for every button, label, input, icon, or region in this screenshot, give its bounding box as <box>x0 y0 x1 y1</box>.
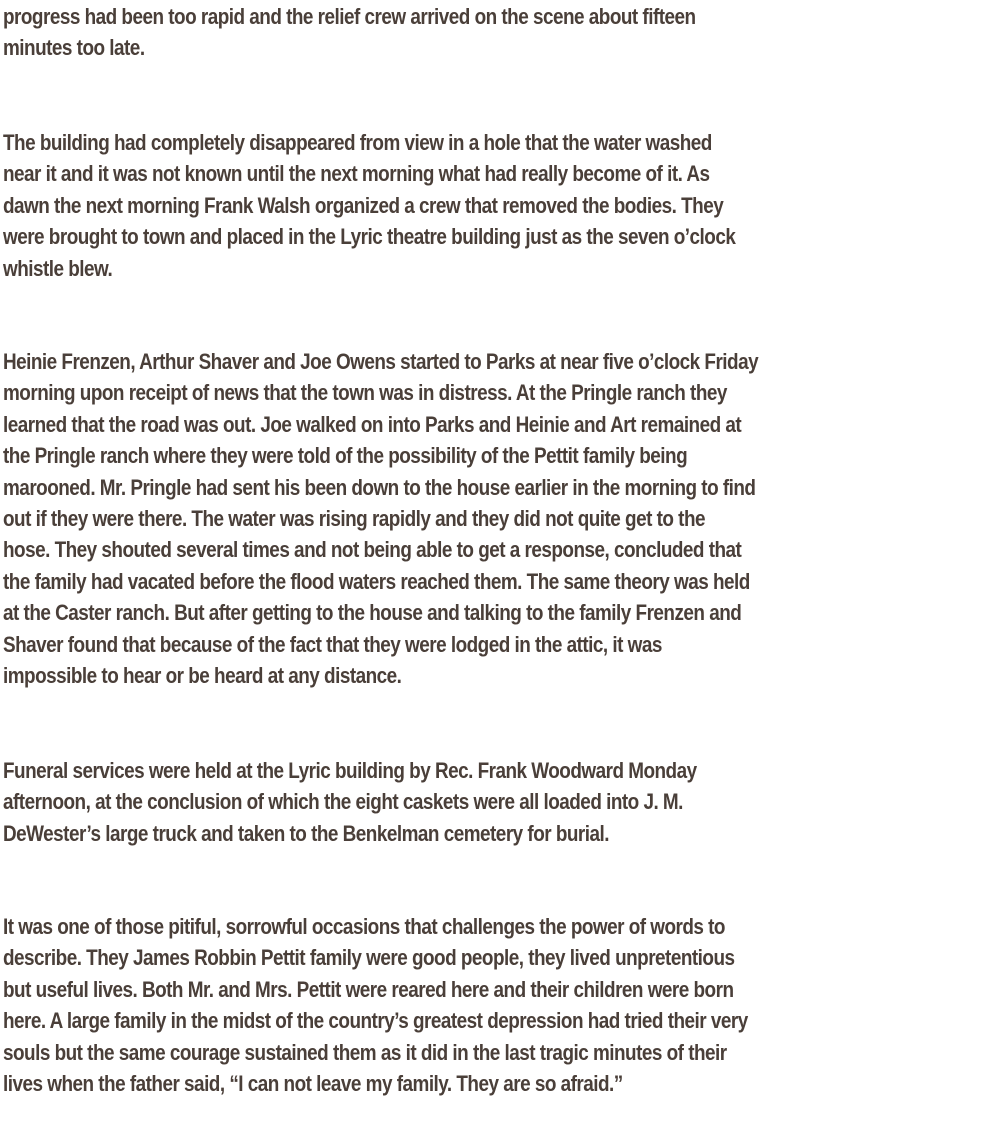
text-line: at the Caster ranch. But after getting to the house and talking to the family Frenzen and <box>3 600 742 626</box>
text-line: The building had completely disappeared from view in a hole that the water washed <box>3 130 712 155</box>
text-line: minutes too late. <box>3 35 145 61</box>
text-line: describe. They James Robbin Pettit family were good people, they lived unpretentious <box>3 945 735 971</box>
text-line: near it and it was not known until the next morning what had really become of it. As <box>3 161 710 187</box>
paragraph-rescue-late <box>3 1 981 64</box>
text-line: Heinie Frenzen, Arthur Shaver and Joe Owens started to Parks at near five o’clock Friday <box>3 349 759 374</box>
text-line: out if they were there. The water was rising rapidly and they did not quite get to the <box>3 505 706 531</box>
text-line: marooned. Mr. Pringle had sent his been down to the house earlier in the morning to find <box>3 474 756 500</box>
text-line: Funeral services were held at the Lyric building by Rec. Frank Woodward Monday <box>3 758 697 783</box>
text-line: lives when the father said, “I can not leave my family. They are so afraid.” <box>3 1070 623 1096</box>
paragraph-building-disappeared <box>3 127 981 284</box>
text-line: here. A large family in the midst of the country’s greatest depression had tried their very <box>3 1008 748 1034</box>
text-line: morning upon receipt of news that the town was in distress. At the Pringle ranch they <box>3 380 727 406</box>
paragraph-frenzen-shaver-owens <box>3 346 981 691</box>
text-line: the family had vacated before the flood waters reached them. The same theory was held <box>3 568 750 594</box>
text-line: were brought to town and placed in the Lyric theatre building just as the seven o’clock <box>3 224 736 250</box>
text-line: dawn the next morning Frank Walsh organized a crew that removed the bodies. They <box>3 192 724 218</box>
text-line: Shaver found that because of the fact that they were lodged in the attic, it was <box>3 631 662 657</box>
text-line: souls but the same courage sustained them as it did in the last tragic minutes of their <box>3 1039 727 1065</box>
paragraph-pettit-family-tribute <box>3 911 981 1099</box>
text-line: impossible to hear or be heard at any distance. <box>3 662 402 688</box>
text-line: progress had been too rapid and the relief crew arrived on the scene about fifteen <box>3 4 696 29</box>
text-line: DeWester’s large truck and taken to the Benkelman cemetery for burial. <box>3 820 609 846</box>
text-line: afternoon, at the conclusion of which the eight caskets were all loaded into J. M. <box>3 789 683 815</box>
text-line: hose. They shouted several times and not being able to get a response, concluded that <box>3 537 742 563</box>
text-line: the Pringle ranch where they were told of the possibility of the Pettit family being <box>3 443 688 469</box>
text-line: learned that the road was out. Joe walked on into Parks and Heinie and Art remained at <box>3 411 742 437</box>
text-line: but useful lives. Both Mr. and Mrs. Pettit were reared here and their children were born <box>3 976 734 1002</box>
paragraph-funeral-services <box>3 755 981 849</box>
text-line: It was one of those pitiful, sorrowful occasions that challenges the power of words to <box>3 914 725 939</box>
text-line: whistle blew. <box>3 255 113 281</box>
